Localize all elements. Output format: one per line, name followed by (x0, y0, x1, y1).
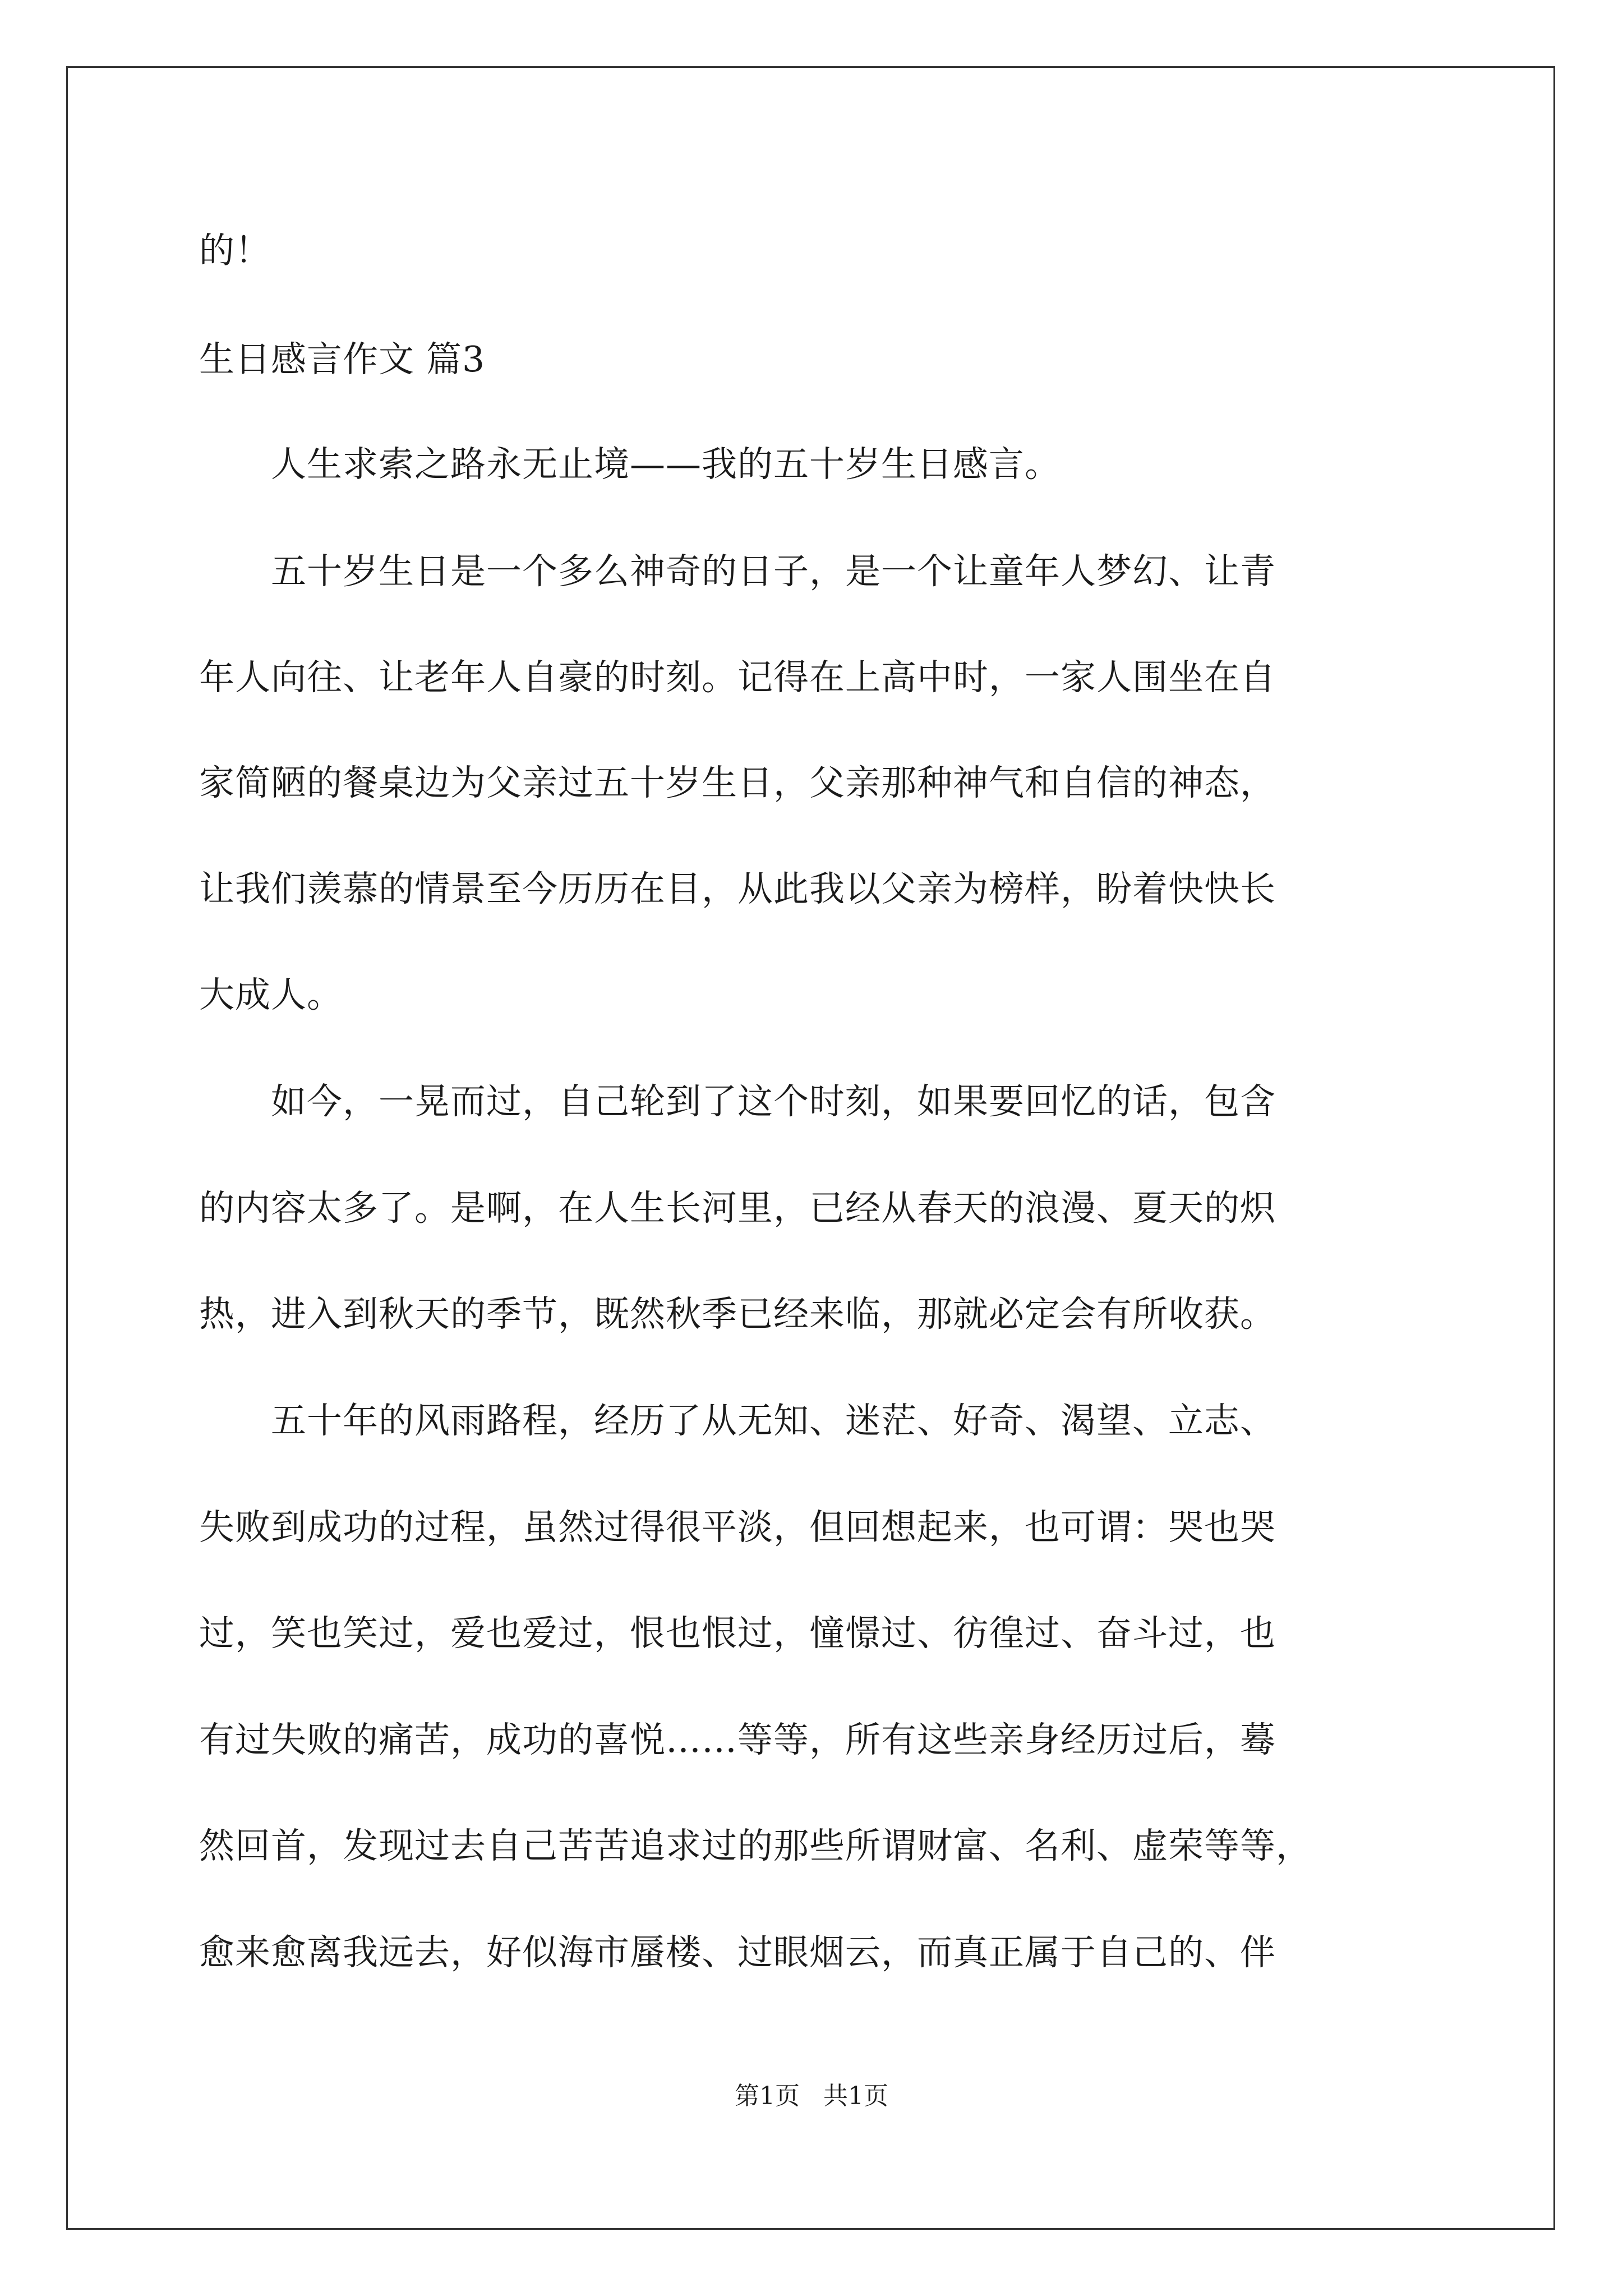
text-line: 的！ (199, 230, 271, 271)
text-line: 人生求索之路永无止境——我的五十岁生日感言。 (199, 444, 1061, 485)
text-line: 五十岁生日是一个多么神奇的日子，是一个让童年人梦幻、让青 (199, 551, 1276, 592)
text-line: 大成人。 (199, 974, 343, 1015)
text-line: 有过失败的痛苦，成功的喜悦……等等，所有这些亲身经历过后，蓦 (199, 1719, 1276, 1760)
text-line: 家简陋的餐桌边为父亲过五十岁生日，父亲那种神气和自信的神态， (199, 762, 1276, 803)
section-heading: 生日感言作文 篇3 (199, 339, 486, 380)
text-line: 如今，一晃而过，自己轮到了这个时刻，如果要回忆的话，包含 (199, 1081, 1276, 1122)
page-border (66, 66, 1555, 2230)
text-line: 然回首，发现过去自己苦苦追求过的那些所谓财富、名利、虚荣等等， (199, 1825, 1312, 1866)
text-line: 失败到成功的过程，虽然过得很平淡，但回想起来，也可谓：哭也哭 (199, 1507, 1276, 1548)
text-line: 五十年的风雨路程，经历了从无知、迷茫、好奇、渴望、立志、 (199, 1400, 1276, 1441)
text-line: 年人向往、让老年人自豪的时刻。记得在上高中时，一家人围坐在自 (199, 657, 1276, 698)
text-line: 热，进入到秋天的季节，既然秋季已经来临，那就必定会有所收获。 (199, 1294, 1276, 1335)
text-line: 过，笑也笑过，爱也爱过，恨也恨过，憧憬过、彷徨过、奋斗过，也 (199, 1613, 1276, 1654)
page-number-footer: 第1页 共1页 (735, 2082, 888, 2110)
text-line: 的内容太多了。是啊，在人生长河里，已经从春天的浪漫、夏天的炽 (199, 1188, 1276, 1228)
text-line: 让我们羡慕的情景至今历历在目，从此我以父亲为榜样，盼着快快长 (199, 868, 1276, 909)
text-line: 愈来愈离我远去，好似海市蜃楼、过眼烟云，而真正属于自己的、伴 (199, 1932, 1276, 1973)
